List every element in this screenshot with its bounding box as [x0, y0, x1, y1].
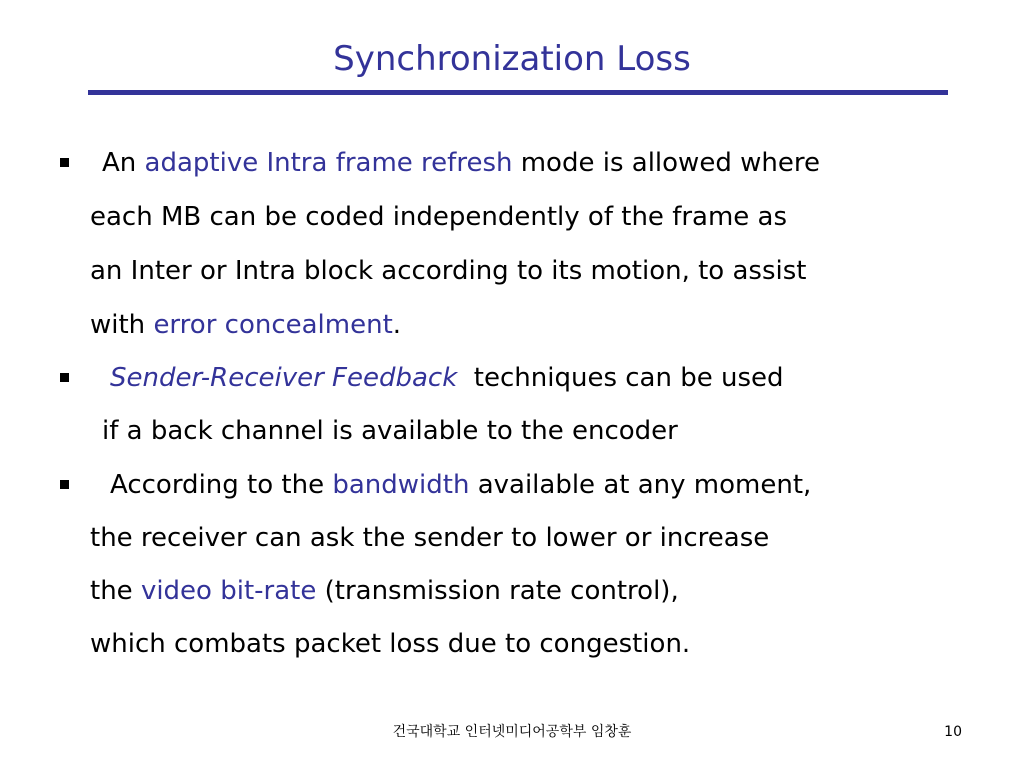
bullet-2-line-1: [110, 361, 784, 395]
highlight-term: video bit-rate: [140, 576, 317, 606]
highlight-term: bandwidth: [332, 470, 470, 500]
title-underline: [88, 90, 948, 95]
text-run: with: [90, 310, 154, 340]
highlight-term: adaptive Intra frame refresh: [144, 148, 513, 178]
bullet-3-line-3: [90, 574, 679, 608]
bullet-1-line-4: [90, 308, 401, 342]
text-run: if a back channel is available to the encoder: [102, 416, 678, 446]
bullet-1-line-1: [102, 146, 820, 180]
slide-footer: 건국대학교 인터넷미디어공학부 임창훈: [392, 724, 632, 740]
bullet-1-line-2: [90, 200, 787, 234]
slide-title: Synchronization Loss: [333, 39, 691, 79]
page-number: 10: [944, 724, 962, 740]
bullet-1-line-3: [90, 254, 806, 288]
text-run: an Inter or Intra block according to its motion, to assist: [90, 256, 807, 286]
text-run: (transmission rate control),: [316, 576, 679, 606]
text-run: the receiver can ask the sender to lower or increase: [90, 523, 770, 553]
text-run: mode is allowed where: [512, 148, 820, 178]
text-run: An: [102, 148, 145, 178]
text-run: available at any moment,: [469, 470, 812, 500]
highlight-term: error concealment: [153, 310, 393, 340]
text-run: which combats packet loss due to congestion.: [90, 629, 691, 659]
text-run: .: [392, 310, 402, 340]
text-run: techniques can be used: [457, 363, 784, 393]
bullet-3-line-2: [90, 521, 769, 555]
bullet-3-line-1: [110, 468, 811, 502]
bullet-2-line-2: [102, 414, 678, 448]
highlight-term: Sender-Receiver Feedback: [110, 363, 458, 393]
bullet-marker: [58, 361, 72, 371]
bullet-marker: [58, 468, 72, 478]
text-run: According to the: [110, 470, 333, 500]
text-run: the: [90, 576, 141, 606]
bullet-marker: [58, 146, 72, 156]
bullet-3-line-4: [90, 627, 690, 661]
text-run: each MB can be coded independently of the frame as: [90, 202, 788, 232]
